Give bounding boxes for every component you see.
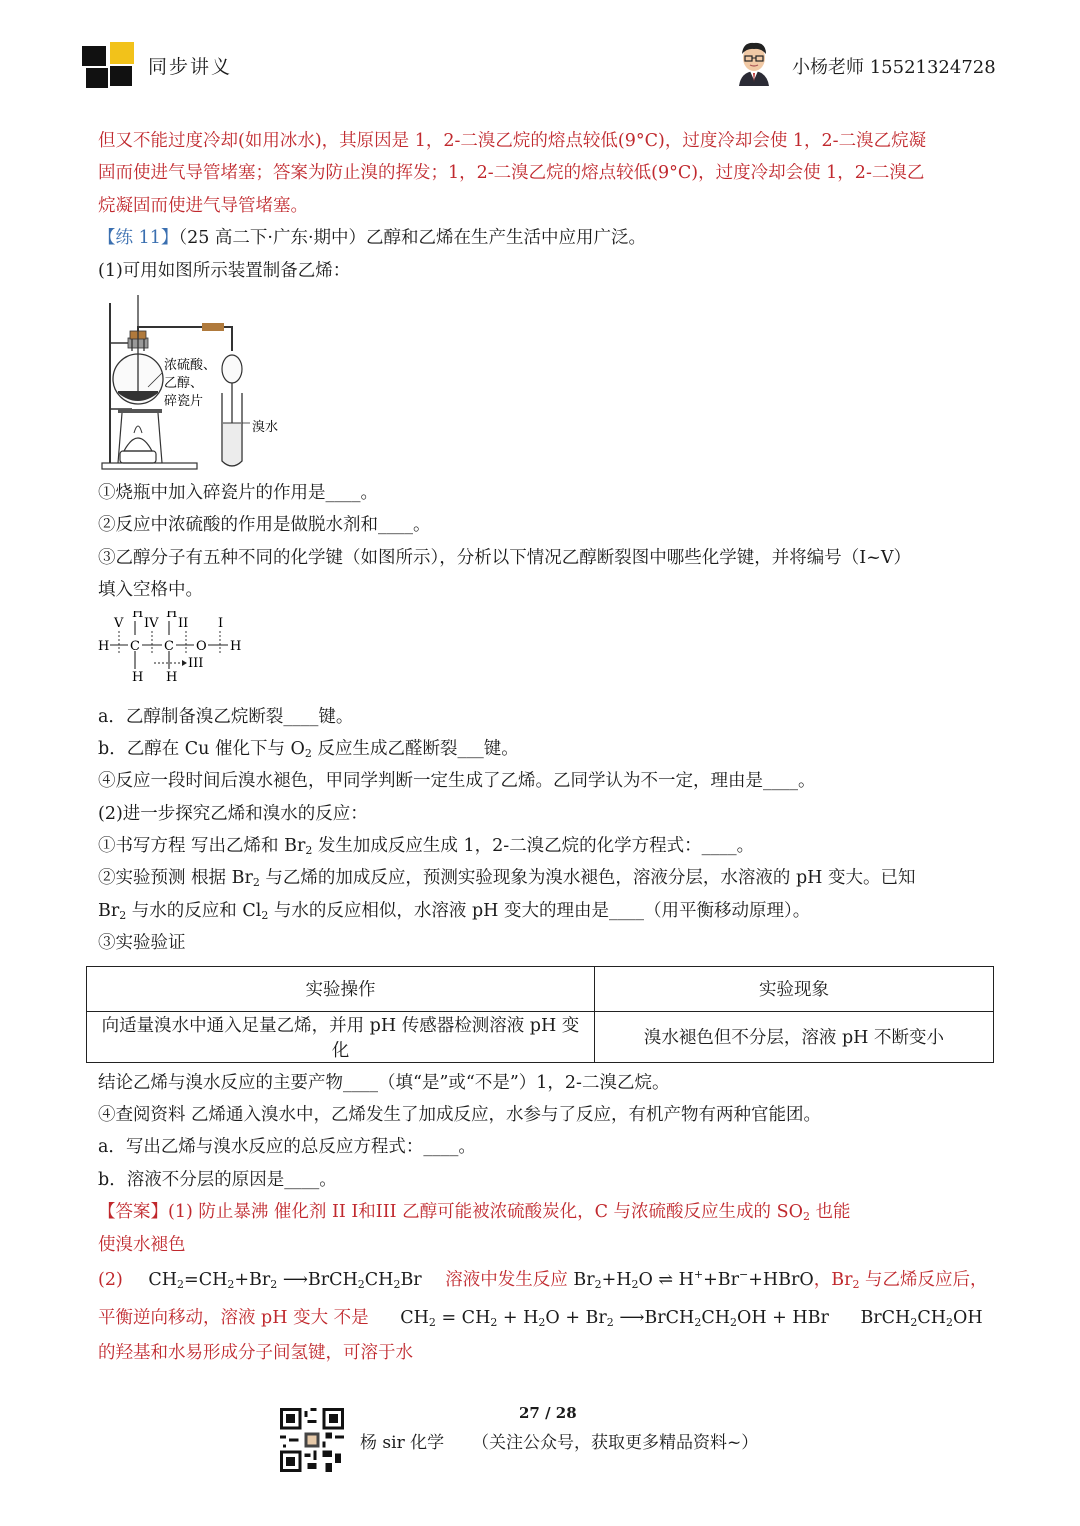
label-reagents-3: 碎瓷片 [164,393,204,409]
footer-brand: 杨 sir 化学 [360,1433,445,1453]
bond-label-ii: II [178,615,189,631]
step-2-line1: ②实验预测 根据 $Br_2$ 与乙烯的加成反应，预测实验现象为溴水褪色，溶液分层，水溶液的 pH 变大。已知 [98,868,916,890]
table-header-phenomenon: 实验现象 [594,966,993,1011]
atom-h: H [132,669,144,685]
atom-c: C [130,638,140,654]
answer-line-5: 的羟基和水易形成分子间氢键，可溶于水 [98,1342,413,1363]
atom-o: O [196,638,207,654]
table-row [87,1011,994,1062]
part1-intro: (1)可用如图所示装置制备乙烯： [98,260,351,281]
table-row [87,966,994,1011]
ethanol-structure [98,611,268,701]
qr-code-icon [280,1408,344,1472]
step-2-line2: $Br_2$ 与水的反应和 $Cl_2$ 与水的反应相似，水溶液 pH 变大的理由是____（用平衡移动原理）。 [98,900,811,922]
question-3-line1: ③乙醇分子有五种不同的化学键（如图所示），分析以下情况乙醇断裂图中哪些化学键，并将编号（I~V） [98,547,911,568]
label-reagents-1: 浓硫酸、 [164,357,217,373]
page-footer [0,1400,1080,1490]
bond-label-i: I [218,615,224,631]
atom-h: H [166,610,178,621]
table-header-operation: 实验操作 [87,966,595,1011]
logo-icon [82,42,136,88]
step-4b: b．溶液不分层的原因是____。 [98,1169,337,1190]
problem-tag: 【练 11】 [98,228,179,249]
atom-h: H [166,669,178,685]
question-1: ①烧瓶中加入碎瓷片的作用是____。 [98,482,378,503]
question-a: a．乙醇制备溴乙烷断裂____键。 [98,706,354,727]
table-cell-phenomenon: 溴水褪色但不分层，溶液 pH 不断变小 [594,1011,993,1062]
atom-h: H [132,610,144,621]
atom-c: C [164,638,174,654]
page-number: 27 / 28 [519,1404,577,1422]
teacher-contact: 小杨老师 15521324728 [792,57,996,78]
ethanol-bond-diagram [98,611,984,701]
bond-label-iv: IV [144,615,159,631]
step-1: ①书写方程 写出乙烯和 $Br_2$ 发生加成反应生成 1，2-二溴乙烷的化学方程式：____。 [98,836,755,858]
atom-h: H [230,638,242,654]
question-b: b．乙醇在 Cu 催化下与 $O_2$ 反应生成乙醛断裂___键。 [98,738,519,760]
conclusion: 结论乙烯与溴水反应的主要产物____（填“是”或“不是”）1，2-二溴乙烷。 [98,1072,670,1093]
part2-intro: (2)进一步探究乙烯和溴水的反应： [98,803,368,824]
step-3: ③实验验证 [98,933,186,954]
footer-note: （关注公众号，获取更多精品资料~） [472,1433,759,1453]
answer-line-1: 【答案】(1) 防止暴沸 催化剂 II I和III 乙醇可能被浓硫酸炭化，C 与浓硫酸反应生成的 $SO_2$ 也能 [98,1202,851,1224]
page-header [0,0,1080,110]
ethylene-apparatus-figure [98,291,984,477]
answer-text-line: 固而使进气导管堵塞；答案为防止溴的挥发；1，2-二溴乙烷的熔点较低(9°C)，过度冷却会使 1，2-二溴乙 [98,163,925,184]
answer-tag: 【答案】 [98,1202,168,1223]
answer-line-2: 使溴水褪色 [98,1234,186,1255]
bond-label-iii: III [188,655,204,671]
problem-source: （25 高二下·广东·期中）乙醇和乙烯在生产生活中应用广泛。 [178,228,647,249]
step-4a: a．写出乙烯与溴水反应的总反应方程式：____。 [98,1137,476,1158]
question-2: ②反应中浓硫酸的作用是做脱水剂和____。 [98,515,431,536]
answer-text-line: 但又不能过度冷却(如用冰水)，其原因是 1，2-二溴乙烷的熔点较低(9°C)，过度冷却会使 1，2-二溴乙烷凝 [98,131,927,151]
answer-text-line: 烷凝固而使进气导管堵塞。 [98,195,308,216]
question-3-line2: 填入空格中。 [98,580,203,601]
header-title: 同步讲义 [148,56,233,78]
question-4: ④反应一段时间后溴水褪色，甲同学判断一定生成了乙烯。乙同学认为不一定，理由是____。 [98,771,816,792]
answer-line-4: 平衡逆向移动，溶液 pH 变大 不是 $CH_2 = CH_2 + H_2O + Br_2$ $⟶BrCH_2CH_2OH$ + HBr $BrCH_2CH_2OH$ [98,1307,983,1329]
label-reagents-2: 乙醇、 [164,375,204,391]
label-bromine-water: 溴水 [252,419,279,435]
teacher-avatar-icon [733,38,775,86]
problem-heading [98,222,984,254]
atom-h: H [98,638,110,654]
bond-label-v: V [114,615,124,631]
table-cell-operation: 向适量溴水中通入足量乙烯，并用 pH 传感器检测溶液 pH 变化 [87,1011,595,1062]
step-4: ④查阅资料 乙烯通入溴水中，乙烯发生了加成反应，水参与了反应，有机产物有两种官能团。 [98,1105,822,1126]
page-content [98,125,988,1369]
answer-line-3: (2) $CH_2=CH_2+Br_2$ $⟶BrCH_2CH_2Br$ 溶液中发生反应 $Br_2+H_2O$ ⇌ H++Br−+HBrO，$Br_2$ 与乙烯反应后， [98,1267,988,1291]
experiment-table [86,966,994,1063]
apparatus-diagram [98,291,398,477]
